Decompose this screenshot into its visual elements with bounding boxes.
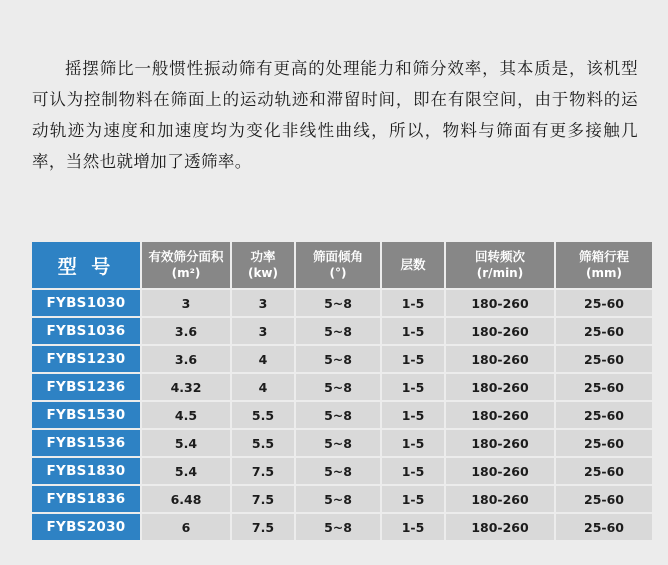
header-frequency (445, 241, 555, 289)
cell-model: FYBS1030 (31, 289, 141, 317)
cell-area: 5.4 (141, 429, 231, 457)
cell-area: 6 (141, 513, 231, 541)
cell-model: FYBS1830 (31, 457, 141, 485)
cell-stroke: 25-60 (555, 513, 653, 541)
cell-power: 5.5 (231, 429, 295, 457)
header-frequency-unit: (r/min) (476, 266, 524, 280)
cell-angle: 5~8 (295, 401, 381, 429)
cell-model: FYBS1236 (31, 373, 141, 401)
table-row (31, 373, 653, 401)
cell-stroke: 25-60 (555, 345, 653, 373)
cell-frequency: 180-260 (445, 457, 555, 485)
cell-angle: 5~8 (295, 317, 381, 345)
cell-power: 4 (231, 345, 295, 373)
cell-frequency: 180-260 (445, 345, 555, 373)
cell-stroke: 25-60 (555, 317, 653, 345)
header-area (141, 241, 231, 289)
cell-layers: 1-5 (381, 345, 445, 373)
header-power-label: 功率 (250, 249, 276, 264)
header-stroke (555, 241, 653, 289)
cell-frequency: 180-260 (445, 429, 555, 457)
cell-area: 3 (141, 289, 231, 317)
cell-model: FYBS1836 (31, 485, 141, 513)
cell-power: 7.5 (231, 457, 295, 485)
spec-table-wrapper (30, 240, 638, 542)
cell-angle: 5~8 (295, 373, 381, 401)
cell-angle: 5~8 (295, 457, 381, 485)
header-power-unit: (kw) (247, 266, 279, 280)
table-row (31, 317, 653, 345)
cell-model: FYBS1536 (31, 429, 141, 457)
cell-stroke: 25-60 (555, 485, 653, 513)
cell-angle: 5~8 (295, 345, 381, 373)
table-row (31, 345, 653, 373)
cell-model: FYBS1230 (31, 345, 141, 373)
spec-table-head (31, 241, 653, 289)
cell-layers: 1-5 (381, 485, 445, 513)
table-row (31, 485, 653, 513)
header-frequency-label: 回转频次 (474, 249, 525, 264)
spec-table (30, 240, 654, 542)
cell-frequency: 180-260 (445, 401, 555, 429)
cell-power: 5.5 (231, 401, 295, 429)
table-row (31, 401, 653, 429)
header-angle (295, 241, 381, 289)
table-header-row (31, 241, 653, 289)
cell-stroke: 25-60 (555, 401, 653, 429)
header-angle-label: 筛面倾角 (312, 249, 363, 264)
cell-model: FYBS1036 (31, 317, 141, 345)
header-area-unit: (m²) (171, 266, 201, 280)
header-layers-label: 层数 (400, 257, 426, 272)
cell-layers: 1-5 (381, 289, 445, 317)
cell-power: 7.5 (231, 513, 295, 541)
header-layers (381, 241, 445, 289)
cell-angle: 5~8 (295, 289, 381, 317)
cell-stroke: 25-60 (555, 429, 653, 457)
cell-frequency: 180-260 (445, 317, 555, 345)
cell-power: 4 (231, 373, 295, 401)
cell-frequency: 180-260 (445, 485, 555, 513)
spec-table-body (31, 289, 653, 541)
cell-model: FYBS2030 (31, 513, 141, 541)
cell-power: 3 (231, 289, 295, 317)
cell-layers: 1-5 (381, 317, 445, 345)
cell-layers: 1-5 (381, 429, 445, 457)
cell-angle: 5~8 (295, 513, 381, 541)
header-stroke-unit: (mm) (586, 266, 622, 280)
cell-frequency: 180-260 (445, 289, 555, 317)
intro-paragraph: 摇摆筛比一般惯性振动筛有更高的处理能力和筛分效率，其本质是，该机型可认为控制物料在筛面上的运动轨迹和滞留时间，即在有限空间，由于物料的运动轨迹为速度和加速度均为变化非线性曲线，所以，物料与筛面有更多接触几率，当然也就增加了透筛率。 (32, 58, 638, 171)
cell-layers: 1-5 (381, 401, 445, 429)
cell-layers: 1-5 (381, 373, 445, 401)
cell-frequency: 180-260 (445, 373, 555, 401)
cell-stroke: 25-60 (555, 289, 653, 317)
table-row (31, 457, 653, 485)
header-angle-unit: (°) (329, 266, 347, 280)
cell-layers: 1-5 (381, 457, 445, 485)
cell-area: 4.5 (141, 401, 231, 429)
header-stroke-label: 筛箱行程 (578, 249, 629, 264)
cell-stroke: 25-60 (555, 373, 653, 401)
cell-area: 6.48 (141, 485, 231, 513)
cell-model: FYBS1530 (31, 401, 141, 429)
cell-power: 3 (231, 317, 295, 345)
cell-area: 3.6 (141, 345, 231, 373)
cell-stroke: 25-60 (555, 457, 653, 485)
cell-area: 4.32 (141, 373, 231, 401)
cell-area: 5.4 (141, 457, 231, 485)
header-area-label: 有效筛分面积 (148, 249, 224, 264)
table-row (31, 289, 653, 317)
cell-frequency: 180-260 (445, 513, 555, 541)
cell-area: 3.6 (141, 317, 231, 345)
cell-angle: 5~8 (295, 485, 381, 513)
header-power (231, 241, 295, 289)
table-row (31, 429, 653, 457)
cell-power: 7.5 (231, 485, 295, 513)
cell-layers: 1-5 (381, 513, 445, 541)
cell-angle: 5~8 (295, 429, 381, 457)
table-row (31, 513, 653, 541)
header-model: 型 号 (31, 241, 141, 289)
